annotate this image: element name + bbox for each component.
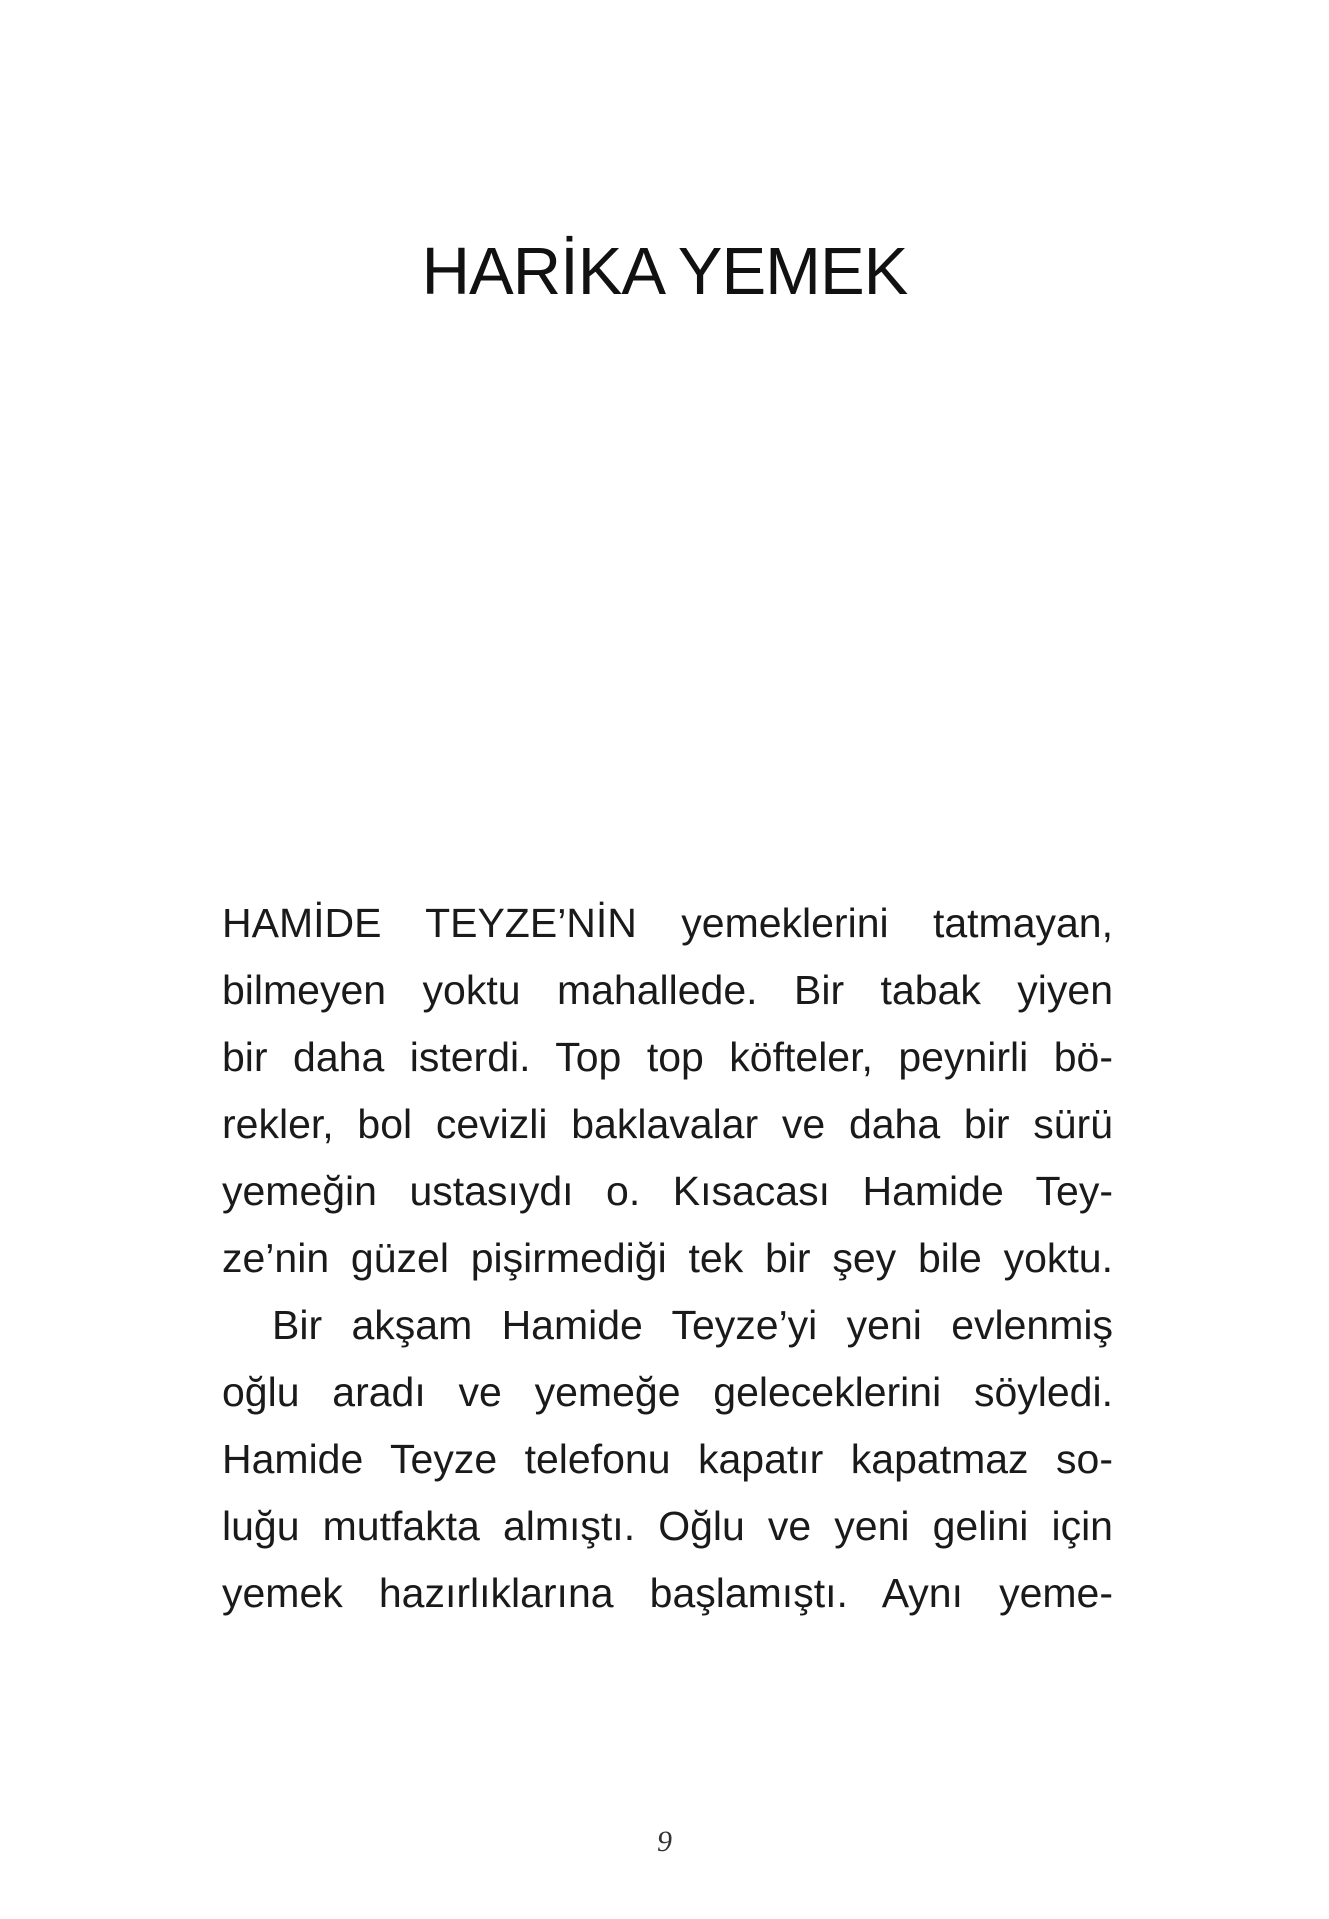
- text-line: bilmeyen yoktu mahallede. Bir tabak yiyen: [222, 967, 1113, 1013]
- text-line: Hamide Teyze telefonu kapatır kapatmaz so-: [222, 1436, 1113, 1482]
- text-line-paragraph-start: Bir akşam Hamide Teyze’yi yeni evlenmiş: [272, 1302, 1113, 1348]
- text-line: ze’nin güzel pişirmediği tek bir şey bile yoktu.: [222, 1235, 1113, 1281]
- page-number: 9: [657, 1825, 672, 1858]
- body-text: [222, 890, 1113, 1627]
- text-line: rekler, bol cevizli baklavalar ve daha bir sürü: [222, 1101, 1113, 1147]
- text-line: luğu mutfakta almıştı. Oğlu ve yeni gelini için: [222, 1503, 1113, 1549]
- chapter-title: HARİKA YEMEK: [421, 234, 908, 309]
- text-line: yemeğin ustasıydı o. Kısacası Hamide Tey-: [222, 1168, 1113, 1214]
- text-line: yemek hazırlıklarına başlamıştı. Aynı yeme-: [222, 1570, 1113, 1616]
- text-line: bir daha isterdi. Top top köfteler, peynirli bö-: [222, 1034, 1113, 1080]
- text-line: oğlu aradı ve yemeğe geleceklerini söyledi.: [222, 1369, 1113, 1415]
- text-line: HAMİDE TEYZE’NİN yemeklerini tatmayan,: [222, 900, 1113, 946]
